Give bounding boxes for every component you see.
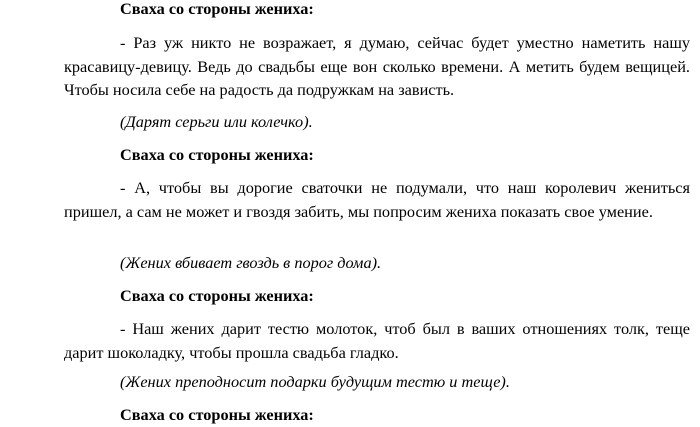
speaker-heading: Сваха со стороны жениха: (120, 286, 314, 305)
dialog-paragraph: - Наш жених дарит тестю молоток, чтоб был в ваших отношениях толк, теще дарит шоколадку, чтобы прошла свадьба гладко. (64, 319, 690, 362)
speaker-heading: Сваха со стороны жениха: (120, 405, 314, 424)
dialog-paragraph: - Раз уж никто не возражает, я думаю, сейчас будет уместно наметить нашу красавицу-девицу. Ведь до свадьбы еще вон сколько времени. А метить будем вещицей. Чтобы носила себе на радость да подружкам на зависть. (64, 33, 690, 99)
speaker-heading: Сваха со стороны жениха: (120, 145, 314, 164)
stage-direction: (Жених преподносит подарки будущим тестю и теще). (120, 372, 510, 391)
stage-direction: (Жених вбивает гвоздь в порог дома). (120, 253, 382, 272)
stage-direction: (Дарят серьги или колечко). (120, 112, 313, 131)
dialog-paragraph: - А, чтобы вы дорогие сваточки не подумали, что наш королевич жениться пришел, а сам не может и гвоздя забить, мы попросим жениха показать свое умение. (64, 178, 690, 221)
speaker-heading: Сваха со стороны жениха: (120, 0, 314, 18)
